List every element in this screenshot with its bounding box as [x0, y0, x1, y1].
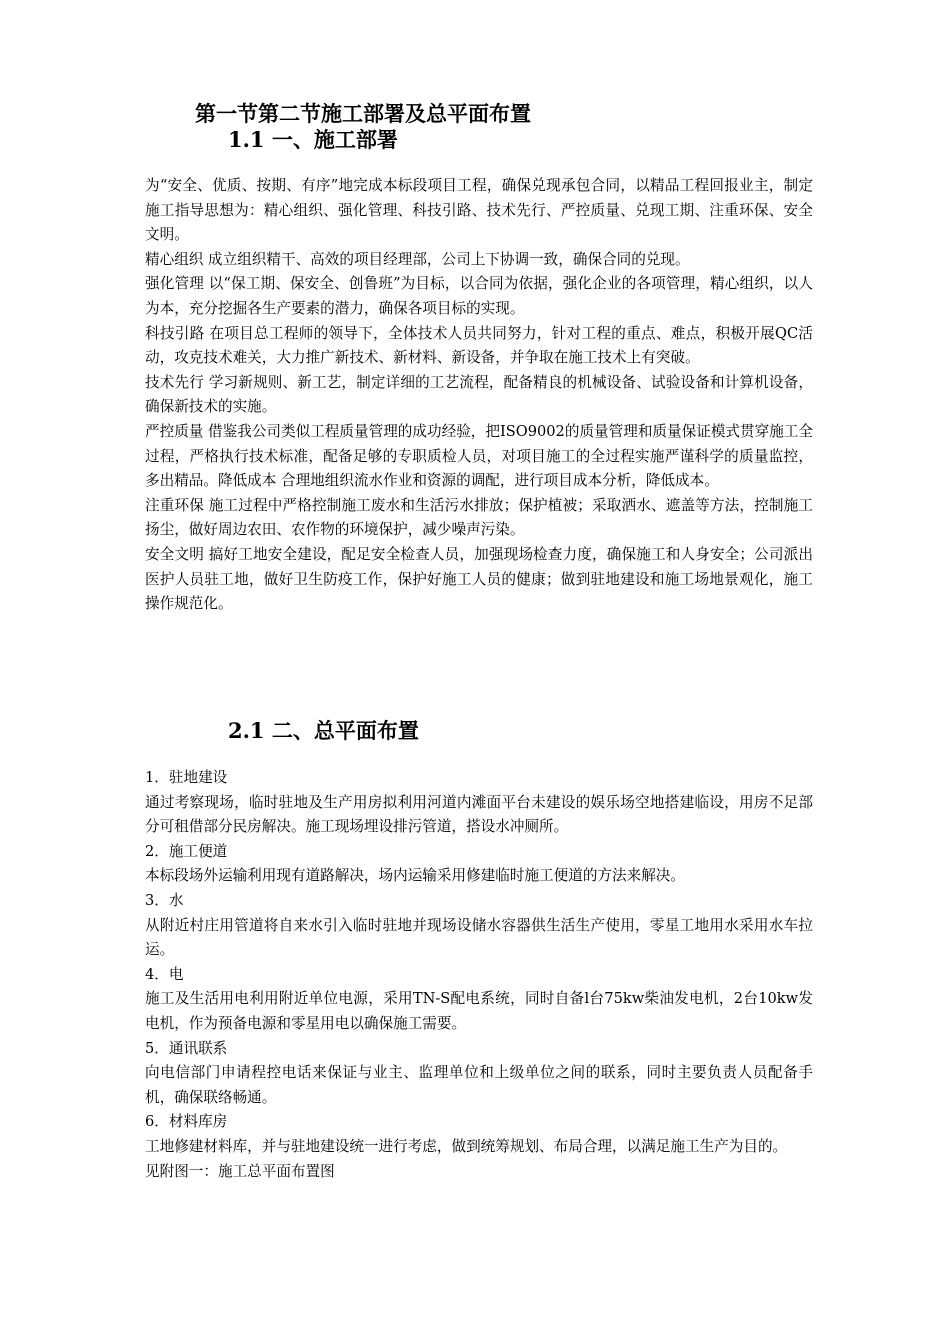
paragraph: 强化管理 以“保工期、保安全、创鲁班”为目标，以合同为依据，强化企业的各项管理，精心组织，以人为本，充分挖掘各生产要素的潜力，确保各项目标的实现。	[145, 275, 813, 317]
paragraph: 技术先行 学习新规则、新工艺，制定详细的工艺流程，配备精良的机械设备、试验设备和计算机设备，确保新技术的实施。	[145, 373, 813, 416]
section-heading-site-layout: 2.1 二、总平面布置	[228, 718, 419, 743]
section-body-deployment	[145, 174, 813, 617]
item-heading: 5．通讯联系	[145, 1039, 228, 1057]
paragraph: 严控质量 借鉴我公司类似工程质量管理的成功经验，把ISO9002的质量管理和质量保证模式贯穿施工全过程，严格执行技术标准，配备足够的专职质检人员，对项目施工的全过程实施严谨科学的质量监控，多出精品。降低成本 合理地组织流水作业和资源的调配，进行项目成本分析，降低成本。	[145, 422, 813, 490]
paragraph: 通过考察现场，临时驻地及生产用房拟利用河道内滩面平台未建设的娱乐场空地搭建临设，用房不足部分可租借部分民房解决。施工现场埋设排污管道，搭设水冲厕所。	[145, 793, 813, 836]
item-heading: 3．水	[145, 891, 184, 909]
document-title: 第一节第二节施工部署及总平面布置	[195, 101, 531, 126]
item-heading: 6．材料库房	[145, 1113, 228, 1131]
paragraph: 施工及生活用电利用附近单位电源，采用TN-S配电系统，同时自备l台75kw柴油发电机，2台10kw发电机，作为预备电源和零星用电以确保施工需要。	[145, 990, 813, 1032]
paragraph: 注重环保 施工过程中严格控制施工废水和生活污水排放；保护植被；采取洒水、遮盖等方法，控制施工扬尘，做好周边农田、农作物的环境保护，减少噪声污染。	[145, 496, 813, 539]
paragraph: 工地修建材料库，并与驻地建设统一进行考虑，做到统筹规划、布局合理，以满足施工生产为目的。	[145, 1137, 788, 1155]
section-heading-deployment: 1.1 一、施工部署	[228, 127, 398, 152]
paragraph: 科技引路 在项目总工程师的领导下，全体技术人员共同努力，针对工程的重点、难点，积极开展QC活动，攻克技术难关，大力推广新技术、新材料、新设备，并争取在施工技术上有突破。	[145, 324, 813, 367]
item-heading: 2．施工便道	[145, 842, 228, 860]
paragraph: 安全文明 搞好工地安全建设，配足安全检查人员，加强现场检查力度，确保施工和人身安全；公司派出医护人员驻工地，做好卫生防疫工作，保护好施工人员的健康；做到驻地建设和施工场地景观化，施工操作规范化。	[145, 545, 813, 613]
paragraph: 本标段场外运输利用现有道路解决，场内运输采用修建临时施工便道的方法来解决。	[145, 867, 685, 885]
paragraph: 向电信部门申请程控电话来保证与业主、监理单位和上级单位之间的联系，同时主要负责人员配备手机，确保联络畅通。	[145, 1064, 813, 1106]
figure-reference: 见附图一：施工总平面布置图	[145, 1162, 335, 1180]
paragraph: 为“安全、优质、按期、有序”地完成本标段项目工程，确保兑现承包合同，以精品工程回报业主，制定施工指导思想为：精心组织、强化管理、科技引路、技术先行、严控质量、兑现工期、注重环保、安全文明。	[145, 177, 813, 244]
section-body-site-layout	[145, 766, 813, 1184]
paragraph: 从附近村庄用管道将自来水引入临时驻地并现场设储水容器供生活生产使用，零星工地用水采用水车拉运。	[145, 916, 813, 959]
item-heading: 4．电	[145, 965, 184, 983]
paragraph: 精心组织 成立组织精干、高效的项目经理部，公司上下协调一致，确保合同的兑现。	[145, 250, 690, 268]
item-heading: 1．驻地建设	[145, 769, 228, 786]
